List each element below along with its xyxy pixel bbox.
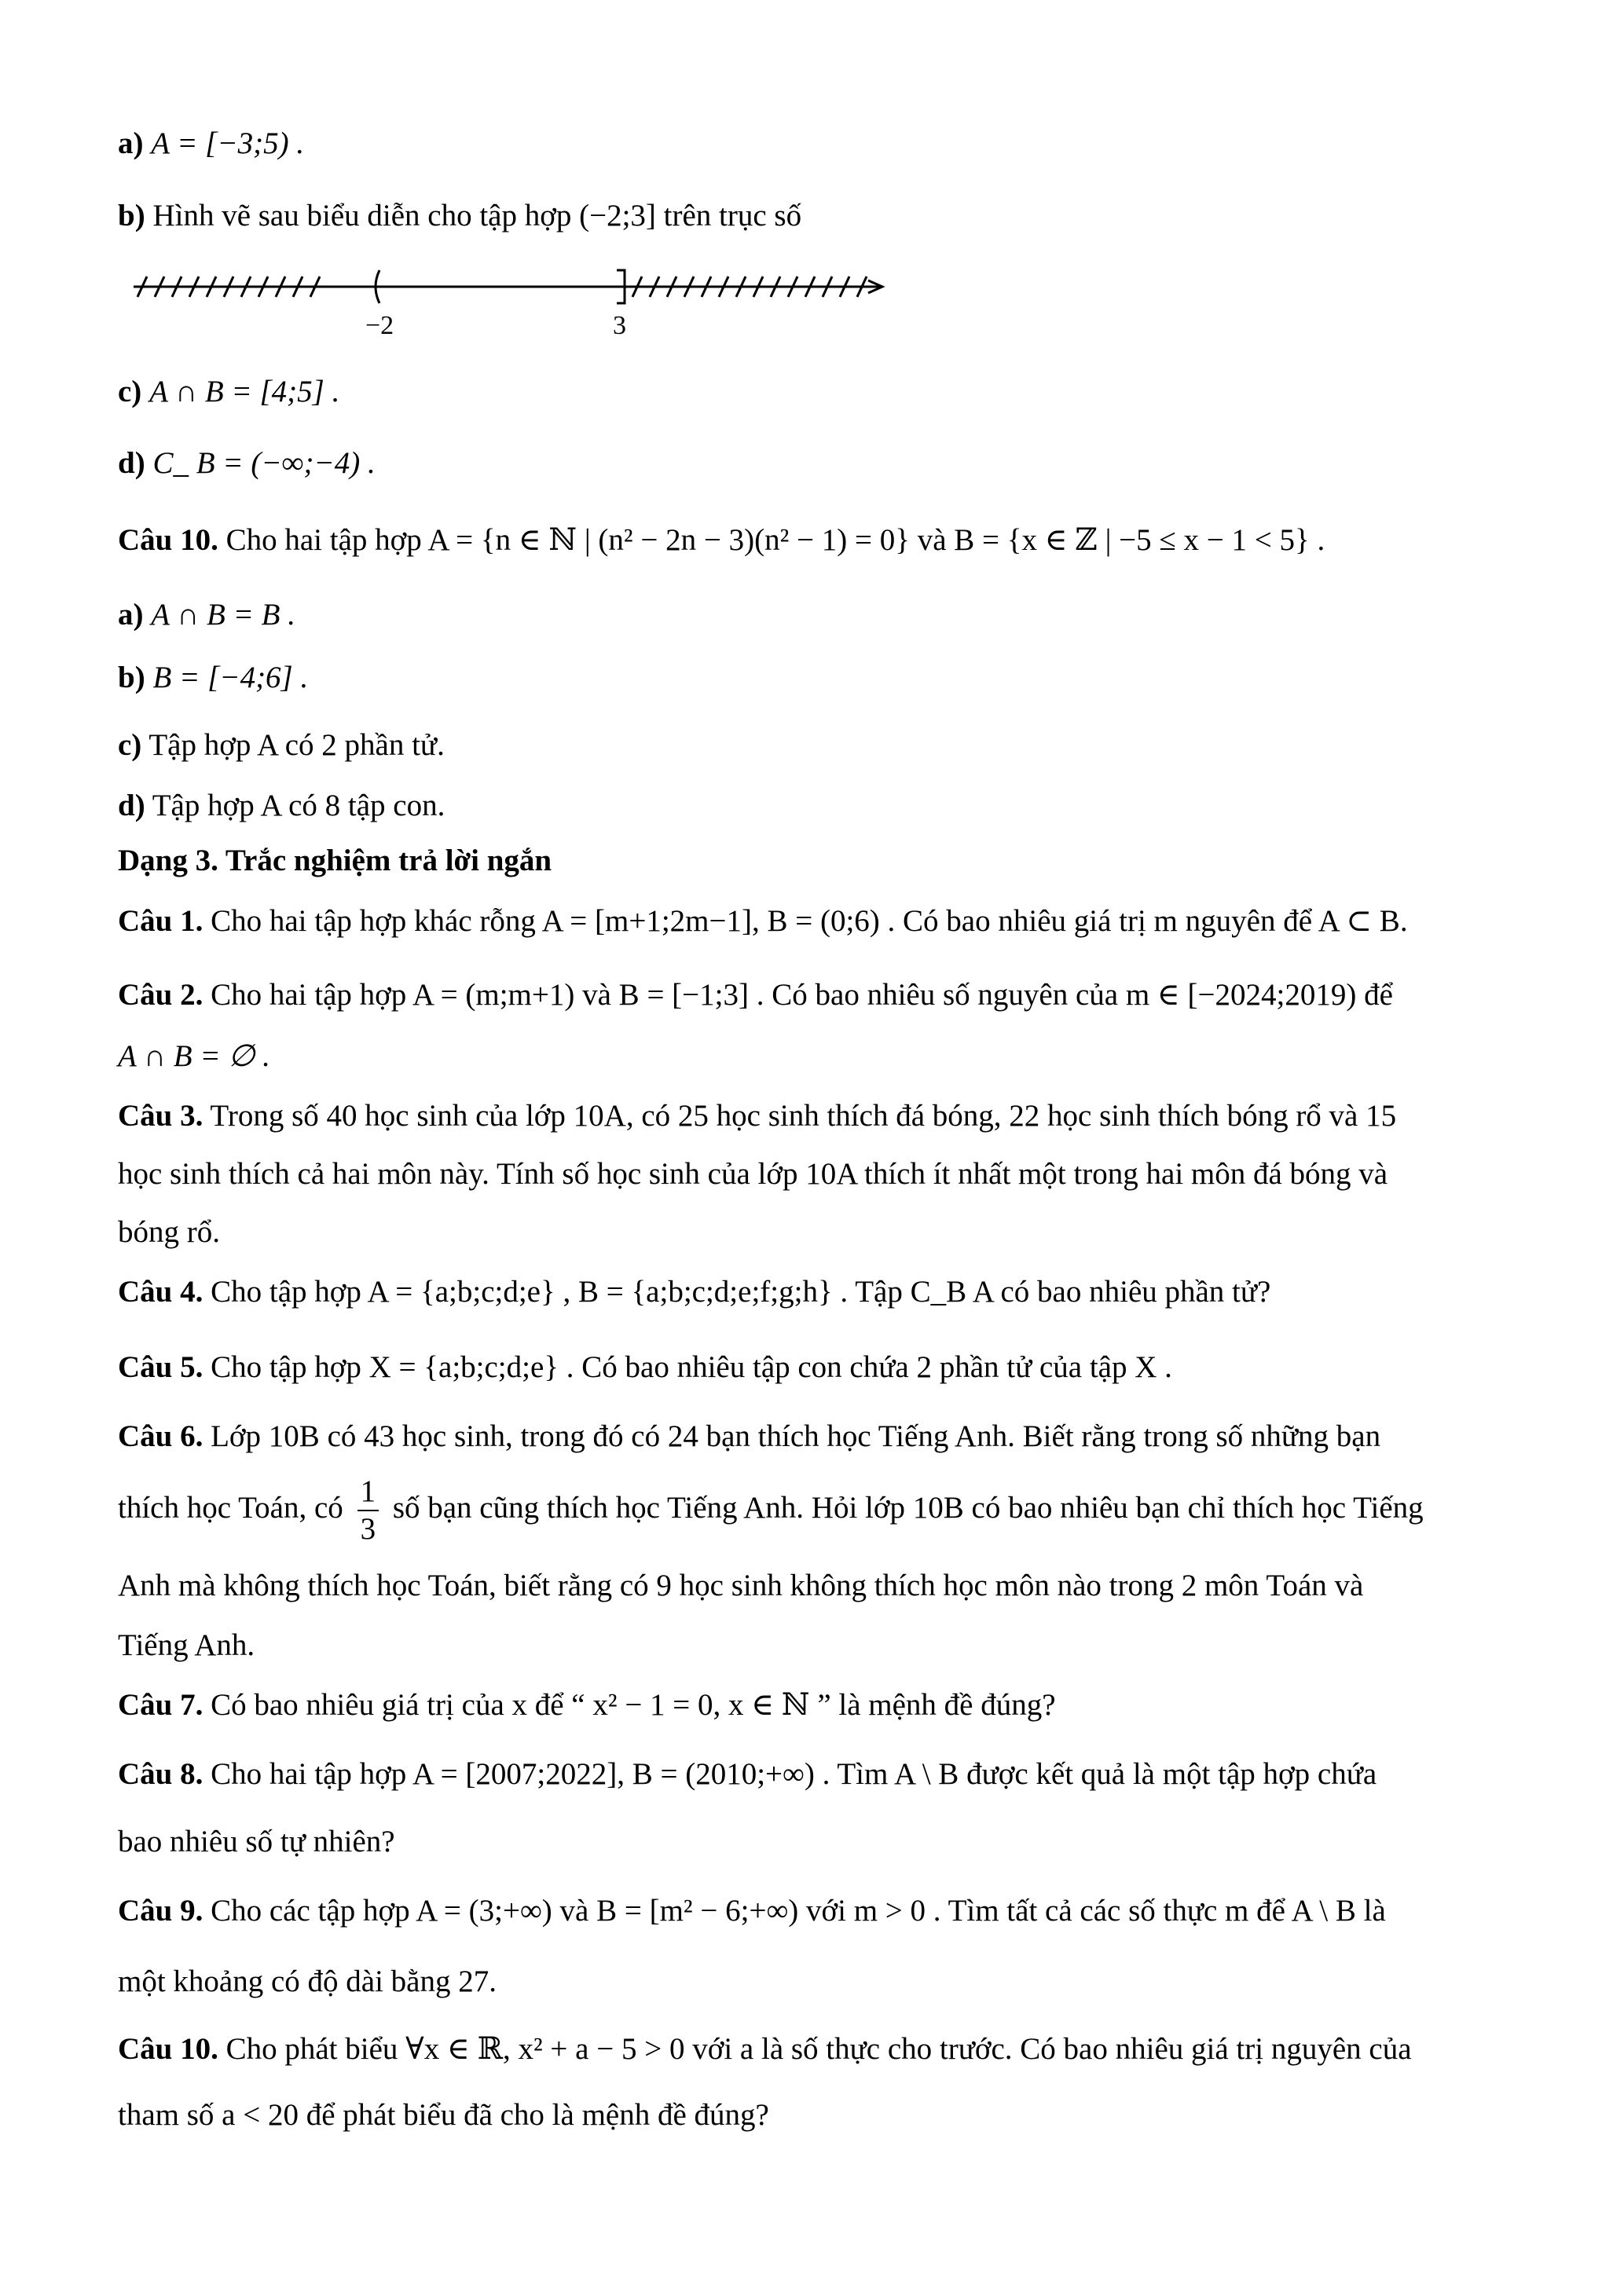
question-3: Câu 3. Trong số 40 học sinh của lớp 10A, có 25 học sinh thích đá bóng, 22 học sinh thích bóng rổ và 15 [118, 1099, 1397, 1133]
question-2-line-2: A ∩ B = ∅ . [118, 1039, 270, 1073]
prev-option-c: c) A ∩ B = [4;5] . [118, 375, 340, 408]
question-6-line-2: thích học Toán, có $\frac{1}{3}$ số bạn cũng thích học Tiếng Anh. Hỏi lớp 10B có bao nhiêu bạn chỉ thích học Tiếng [118, 1474, 1424, 1546]
question-7: Câu 7. Có bao nhiêu giá trị của x để “ x² − 1 = 0, x ∈ ℕ ” là mệnh đề đúng? [118, 1688, 1056, 1722]
prev-option-b: b) Hình vẽ sau biểu diễn cho tập hợp (−2;3] trên trục số [118, 199, 802, 233]
question-9-line-2: một khoảng có độ dài bằng 27. [118, 1965, 497, 1998]
q10-option-c: c) Tập hợp A có 2 phần tử. [118, 728, 445, 762]
number-line-figure [130, 259, 900, 346]
prev-option-d: d) C_ B = (−∞;−4) . [118, 446, 376, 480]
question-10: Câu 10. Cho phát biểu ∀x ∈ ℝ, x² + a − 5 > 0 với a là số thực cho trước. Có bao nhiêu giá trị nguyên của [118, 2032, 1412, 2066]
question-10-tf: Câu 10. Cho hai tập hợp A = {n ∈ ℕ | (n² − 2n − 3)(n² − 1) = 0} và B = {x ∈ ℤ | −5 ≤ x − 1 < 5} . [118, 523, 1325, 557]
q10-option-d: d) Tập hợp A có 8 tập con. [118, 789, 445, 822]
question-2: Câu 2. Cho hai tập hợp A = (m;m+1) và B = [−1;3] . Có bao nhiêu số nguyên của m ∈ [−2024;2019) để [118, 978, 1393, 1012]
question-1: Câu 1. Cho hai tập hợp khác rỗng A = [m+1;2m−1], B = (0;6) . Có bao nhiêu giá trị m nguyên để A ⊂ B. [118, 904, 1408, 938]
question-5: Câu 5. Cho tập hợp X = {a;b;c;d;e} . Có bao nhiêu tập con chứa 2 phần tử của tập X . [118, 1350, 1172, 1384]
tick-label-left: −2 [365, 311, 394, 340]
question-6-line-4: Tiếng Anh. [118, 1628, 255, 1662]
q10-option-a: a) A ∩ B = B . [118, 598, 295, 632]
section-title: Dạng 3. Trắc nghiệm trả lời ngắn [118, 844, 552, 877]
question-3-line-2: học sinh thích cả hai môn này. Tính số học sinh của lớp 10A thích ít nhất một trong hai môn đá bóng và [118, 1157, 1388, 1191]
question-9: Câu 9. Cho các tập hợp A = (3;+∞) và B = [m² − 6;+∞) với m > 0 . Tìm tất cả các số thực m để A \ B là [118, 1894, 1386, 1928]
question-10-line-2: tham số a < 20 để phát biểu đã cho là mệnh đề đúng? [118, 2098, 769, 2132]
tick-label-right: 3 [613, 311, 626, 340]
question-6-line-3: Anh mà không thích học Toán, biết rằng có 9 học sinh không thích học môn nào trong 2 môn Toán và [118, 1569, 1364, 1602]
fraction-one-third: $\frac{1}{3}$ [357, 1474, 379, 1547]
question-3-line-3: bóng rổ. [118, 1215, 220, 1249]
question-8-line-2: bao nhiêu số tự nhiên? [118, 1825, 395, 1858]
q10-option-b: b) B = [−4;6] . [118, 661, 309, 694]
question-8: Câu 8. Cho hai tập hợp A = [2007;2022], B = (2010;+∞) . Tìm A \ B được kết quả là một tập hợp chứa [118, 1757, 1377, 1791]
question-4: Câu 4. Cho tập hợp A = {a;b;c;d;e} , B = {a;b;c;d;e;f;g;h} . Tập C_B A có bao nhiêu phần tử? [118, 1275, 1271, 1309]
question-6: Câu 6. Lớp 10B có 43 học sinh, trong đó có 24 bạn thích học Tiếng Anh. Biết rằng trong số những bạn [118, 1419, 1381, 1453]
prev-option-a: a) A = [−3;5) . [118, 126, 305, 160]
